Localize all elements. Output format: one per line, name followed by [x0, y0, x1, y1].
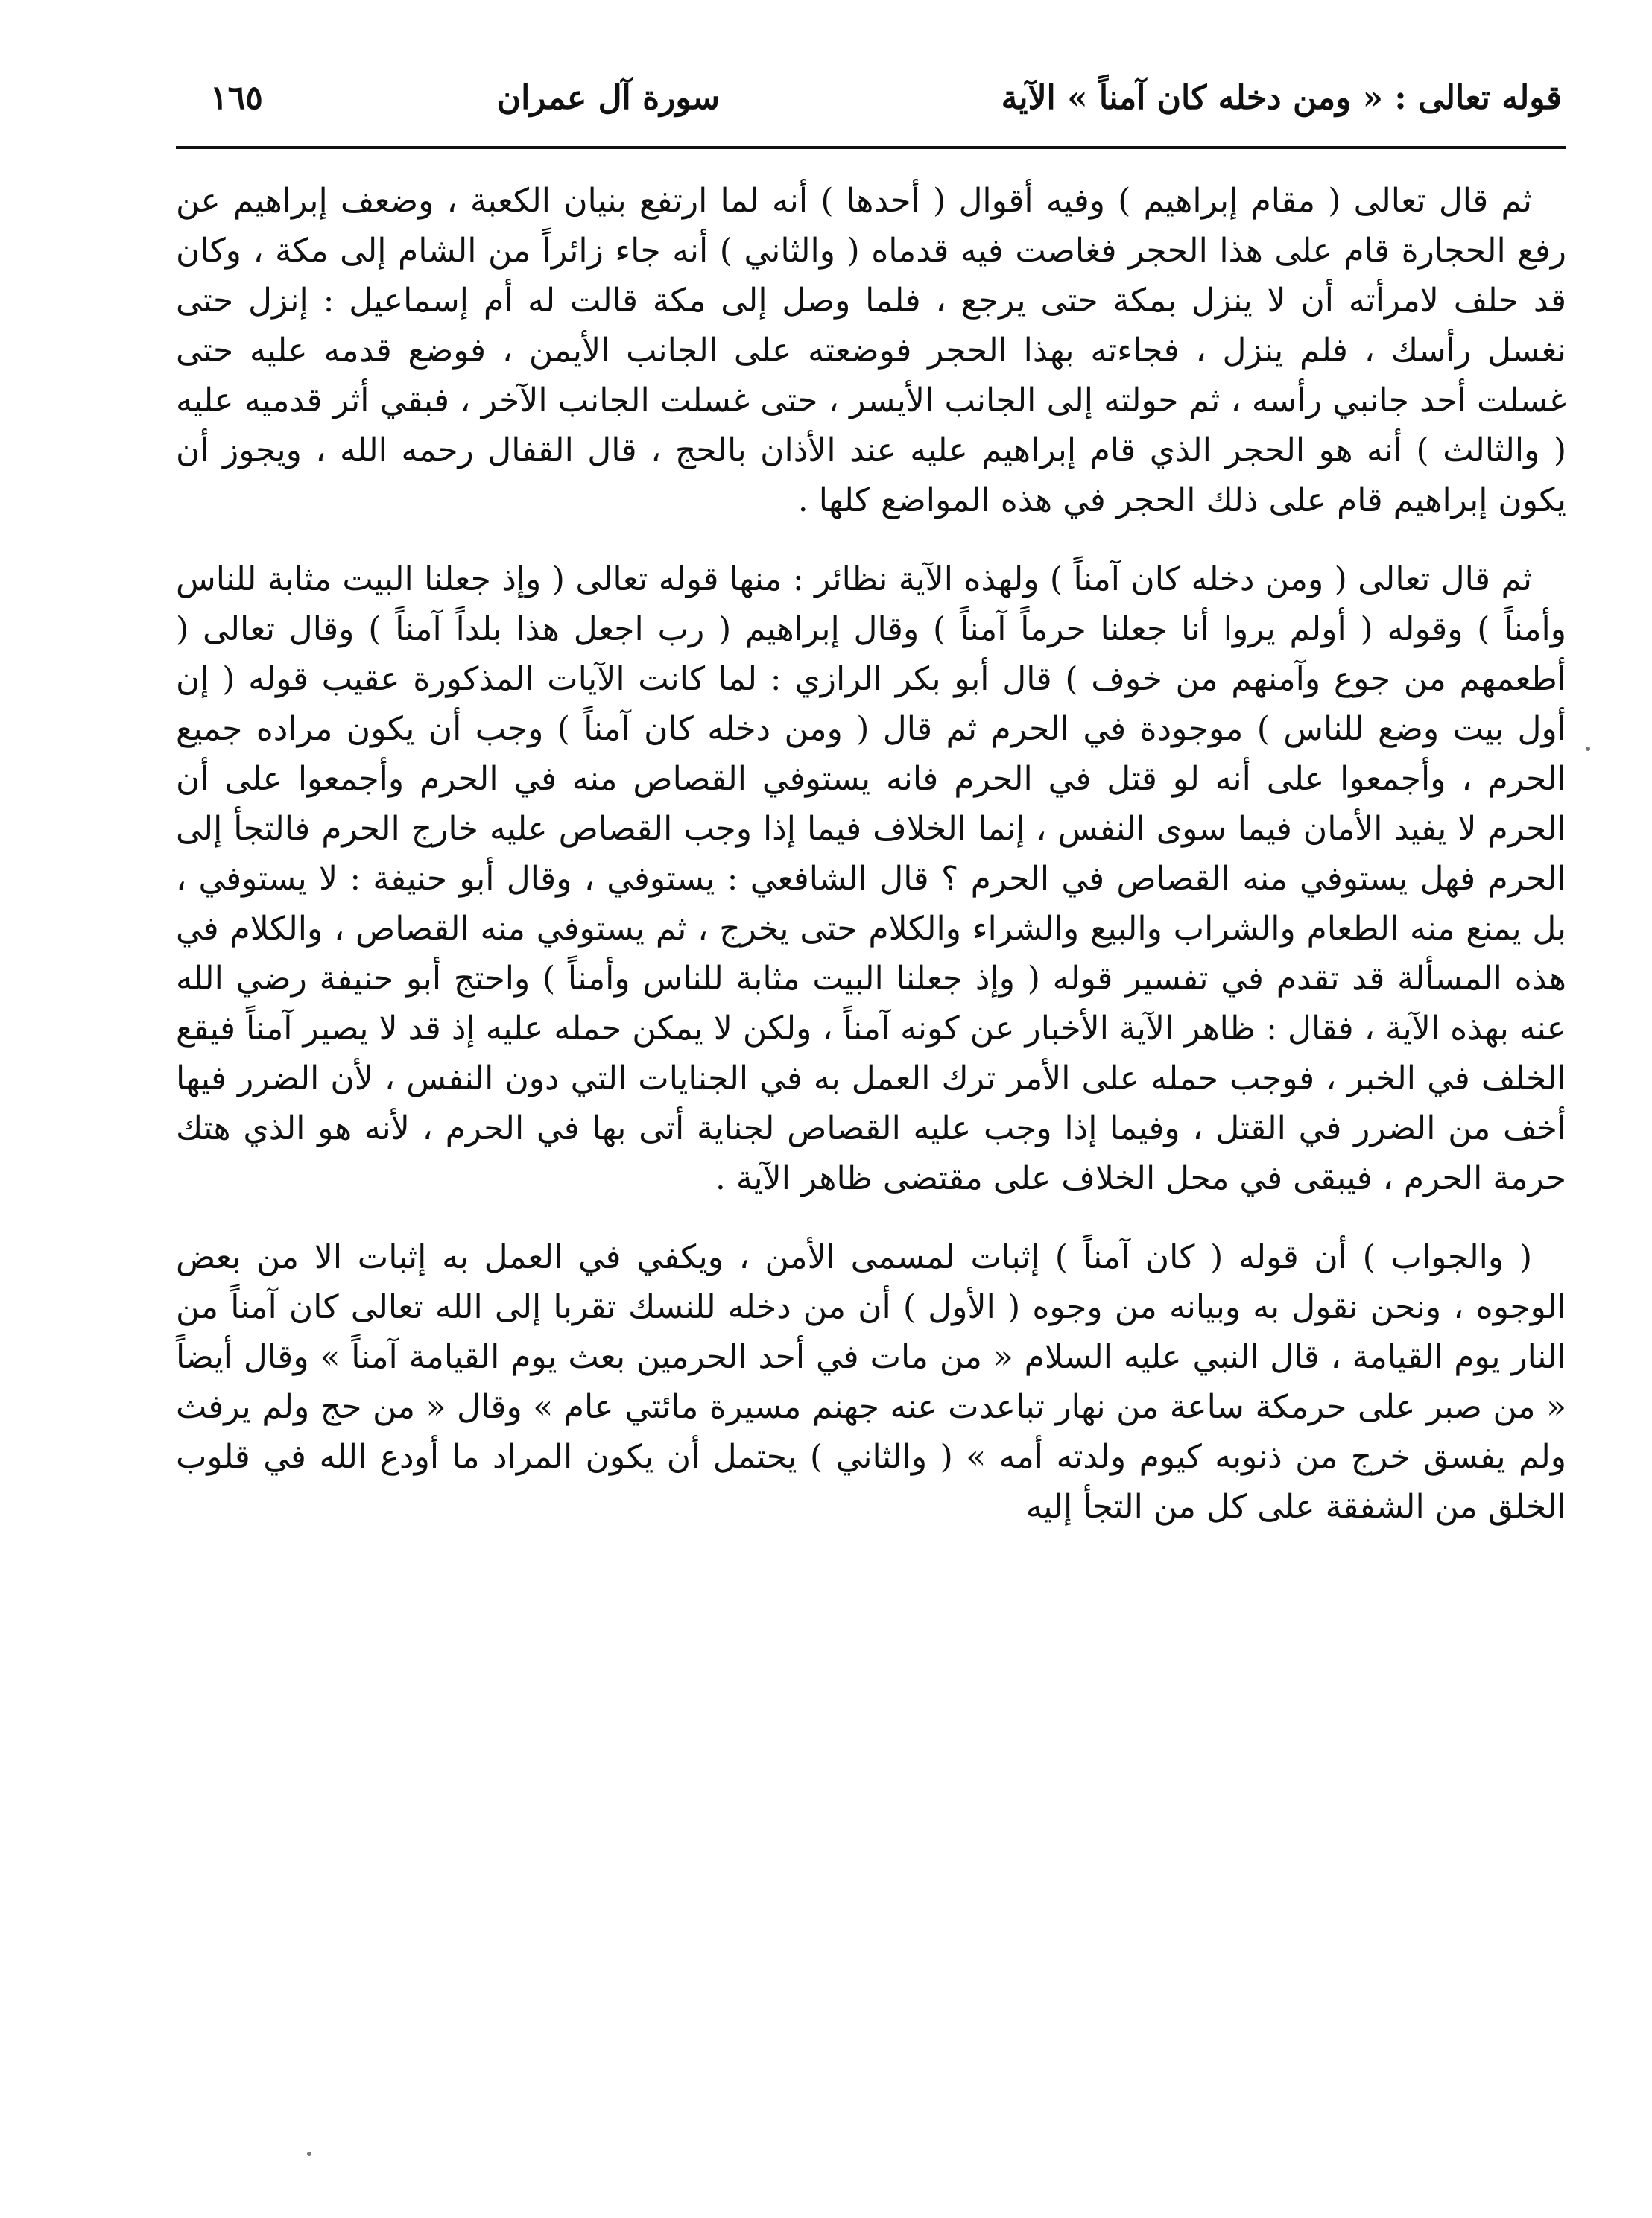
header-title: قوله تعالى : « ومن دخله كان آمناً » الآية: [1001, 79, 1562, 117]
paragraph-2: ثم قال تعالى ( ومن دخله كان آمناً ) ولهذه الآية نظائر : منها قوله تعالى ( وإذ جعلنا البيت مثابة للناس وأمناً ) وقوله ( أولم يروا أنا جعلنا حرماً آمناً ) وقال إبراهيم ( رب اجعل هذا بلداً آمناً ) وقال تعالى ( أطعمهم من جوع وآمنهم من خوف ) قال أبو بكر الرازي : لما كانت الآيات المذكورة عقيب قوله ( إن أول بيت وضع للناس ) موجودة في الحرم ثم قال ( ومن دخله كان آمناً ) وجب أن يكون مراده جميع الحرم ، وأجمعوا على أنه لو قتل في الحرم فانه يستوفي القصاص منه في الحرم وأجمعوا على أن الحرم لا يفيد الأمان فيما سوى النفس ، إنما الخلاف فيما إذا وجب القصاص عليه خارج الحرم فالتجأ إلى الحرم فهل يستوفي منه القصاص في الحرم ؟ قال الشافعي : يستوفي ، وقال أبو حنيفة : لا يستوفي ، بل يمنع منه الطعام والشراب والبيع والشراء والكلام حتى يخرج ، ثم يستوفي منه القصاص ، والكلام في هذه المسألة قد تقدم في تفسير قوله ( وإذ جعلنا البيت مثابة للناس وأمناً ) واحتج أبو حنيفة رضي الله عنه بهذه الآية ، فقال : ظاهر الآية الأخبار عن كونه آمناً ، ولكن لا يمكن حمله عليه إذ قد لا يصير آمناً فيقع الخلف في الخبر ، فوجب حمله على الأمر ترك العمل به في الجنايات التي دون النفس ، لأن الضرر فيها أخف من الضرر في القتل ، وفيما إذا وجب عليه القصاص لجناية أتى بها في الحرم ، لأنه هو الذي هتك حرمة الحرم ، فيبقى في محل الخلاف على مقتضى ظاهر الآية .: [176, 560, 1566, 1197]
paragraph-3: ( والجواب ) أن قوله ( كان آمناً ) إثبات لمسمى الأمن ، ويكفي في العمل به إثبات الا من بعض الوجوه ، ونحن نقول به وبيانه من وجوه ( الأول ) أن من دخله للنسك تقربا إلى الله تعالى كان آمناً من النار يوم القيامة ، قال النبي عليه السلام « من مات في أحد الحرمين بعث يوم القيامة آمناً » وقال أيضاً « من صبر على حرمكة ساعة من نهار تباعدت عنه جهنم مسيرة مائتي عام » وقال « من حج ولم يرفث ولم يفسق خرج من ذنوبه كيوم ولدته أمه » ( والثاني ) يحتمل أن يكون المراد ما أودع الله في قلوب الخلق من الشفقة على كل من التجأ إليه: [176, 1238, 1566, 1526]
paragraph-1: ثم قال تعالى ( مقام إبراهيم ) وفيه أقوال ( أحدها ) أنه لما ارتفع بنيان الكعبة ، وضعف إبراهيم عن رفع الحجارة قام على هذا الحجر فغاصت فيه قدماه ( والثاني ) أنه جاء زائراً من الشام إلى مكة ، وكان قد حلف لامرأته أن لا ينزل بمكة حتى يرجع ، فلما وصل إلى مكة قالت له أم إسماعيل : إنزل حتى نغسل رأسك ، فلم ينزل ، فجاءته بهذا الحجر فوضعته على الجانب الأيمن ، فوضع قدمه عليه حتى غسلت أحد جانبي رأسه ، ثم حولته إلى الجانب الأيسر ، حتى غسلت الجانب الآخر ، فبقي أثر قدميه عليه ( والثالث ) أنه هو الحجر الذي قام إبراهيم عليه عند الأذان بالحج ، قال القفال رحمه الله ، ويجوز أن يكون إبراهيم قام على ذلك الحجر في هذه المواضع كلها .: [176, 182, 1566, 519]
page-number: ١٦٥: [210, 79, 263, 117]
header-rule: [176, 146, 1566, 149]
scan-speck: [1586, 747, 1590, 751]
scan-speck: [307, 2152, 311, 2156]
body-text: [176, 176, 1566, 1532]
header-surah-name: سورة آل عمران: [496, 79, 720, 117]
running-header: [188, 72, 1562, 131]
